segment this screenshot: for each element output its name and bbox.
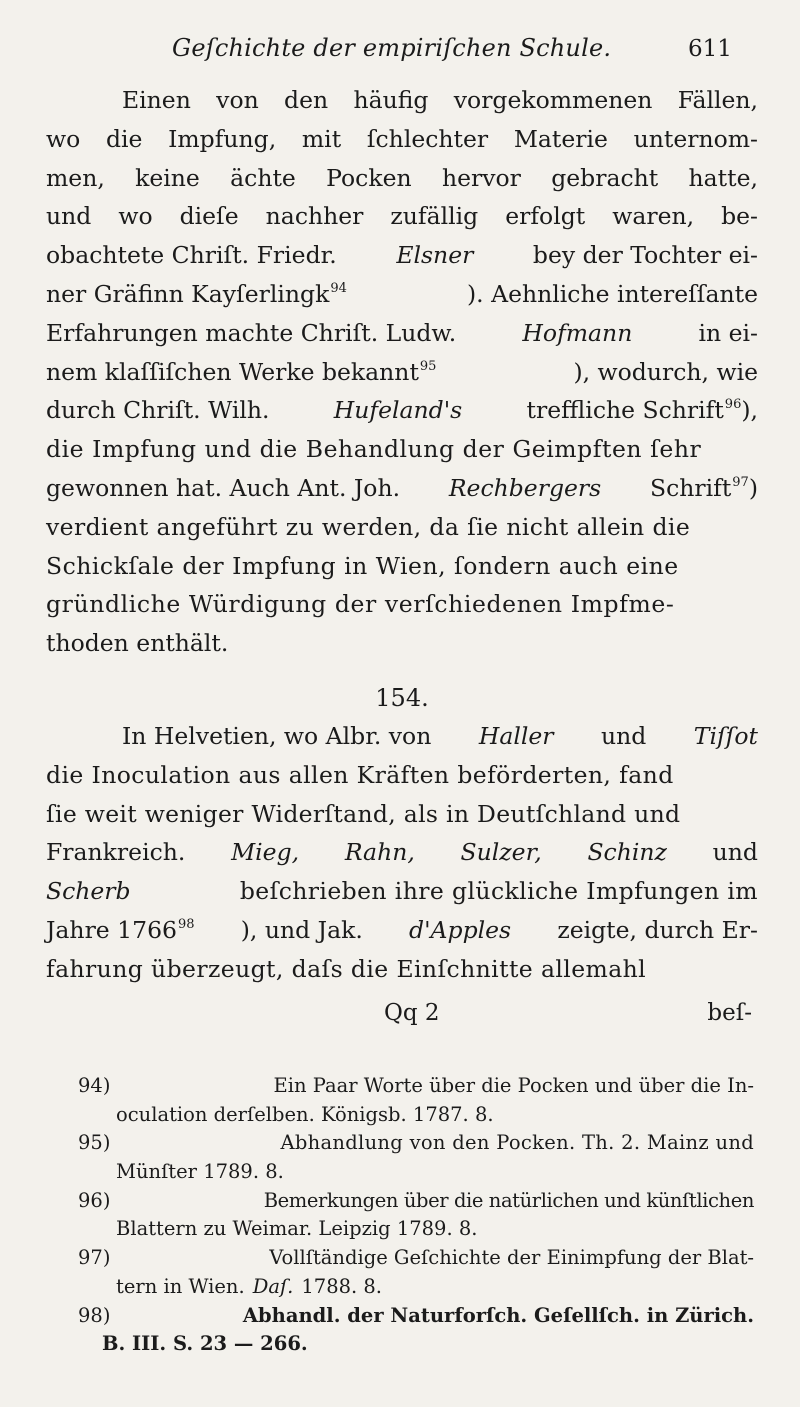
footnote xyxy=(78,1189,754,1246)
text-run: ner Gräfinn Kayſerlingk xyxy=(46,279,330,308)
person-name: Mieg, xyxy=(231,838,300,867)
footnote-line xyxy=(78,1189,754,1218)
word: vorgekommenen xyxy=(453,86,653,114)
text-run: ), wodurch, wie xyxy=(573,357,758,386)
word: Materie xyxy=(513,124,608,153)
footnote-text: Vollſtändige Geſchichte der Einimpfung der Blat- xyxy=(269,1246,754,1270)
footnote-text: tern in Wien. xyxy=(116,1274,245,1298)
person-name: Haller xyxy=(478,721,554,750)
text-run: gründliche Würdigung der verſchiedenen Impfme- xyxy=(46,590,675,619)
signature-line xyxy=(46,994,758,1034)
word: häufig xyxy=(353,86,429,114)
page-number: 611 xyxy=(688,36,732,62)
word: waren, xyxy=(612,202,695,231)
text-line xyxy=(46,629,758,668)
word: den xyxy=(284,86,329,114)
text-line xyxy=(46,86,758,125)
text-run: und xyxy=(712,838,758,867)
word: dieſe xyxy=(179,202,239,231)
footnote-ref: 94 xyxy=(330,280,347,296)
word: zufällig xyxy=(390,202,479,231)
footnote-line xyxy=(78,1131,754,1160)
footnote-line xyxy=(78,1275,754,1304)
text-run: ), xyxy=(741,396,758,425)
person-name: Tiſſot xyxy=(693,721,758,750)
footnote-line xyxy=(78,1160,754,1189)
text-run: ). Aehnliche intereſſante xyxy=(467,279,758,308)
footnote-ref: 95 xyxy=(419,358,437,374)
text-line xyxy=(46,319,758,358)
word: be- xyxy=(721,202,758,231)
person-name: Scherb xyxy=(46,877,131,906)
text-run: durch Chriſt. Wilh. xyxy=(46,396,270,425)
person-name: Hufeland's xyxy=(333,396,463,425)
text-run: nem klaſſiſchen Werke bekannt xyxy=(46,357,419,386)
footnote-number: 97) xyxy=(78,1246,111,1270)
text-line xyxy=(46,164,758,203)
signature-mark: Qq 2 xyxy=(384,999,440,1026)
text-line xyxy=(46,916,758,955)
text-run: die Impfung und die Behandlung der Geimpften ſehr xyxy=(46,435,702,464)
footnote-text: B. III. S. 23 — 266. xyxy=(102,1332,308,1356)
footnote xyxy=(78,1074,754,1131)
word: Einen xyxy=(122,86,191,114)
text-run: Frankreich. xyxy=(46,838,186,867)
person-name: Rechbergers xyxy=(448,473,602,502)
word: hervor xyxy=(441,163,521,192)
text-line xyxy=(46,838,758,877)
footnote-line xyxy=(78,1103,754,1132)
text-line xyxy=(46,241,758,280)
text-run: Schrift xyxy=(649,473,732,502)
text-group xyxy=(46,358,436,386)
text-run: in ei- xyxy=(698,318,758,347)
word: hatte, xyxy=(688,163,758,192)
footnote-line xyxy=(78,1332,754,1361)
running-title: Geſchichte der empiriſchen Schule. xyxy=(172,34,612,62)
text-line xyxy=(46,280,758,319)
person-name: Schinz xyxy=(587,838,667,867)
footnote-text: oculation derſelben. Königsb. 1787. 8. xyxy=(116,1102,494,1126)
footnote-line xyxy=(78,1304,754,1333)
text-line xyxy=(46,396,758,435)
footnote-text: Daſ. xyxy=(252,1274,294,1298)
footnote-line xyxy=(78,1074,754,1103)
text-run: In Helvetien, wo Albr. von xyxy=(122,721,432,750)
word: und xyxy=(46,202,92,231)
footnote xyxy=(78,1131,754,1188)
text-line xyxy=(46,761,758,800)
footnote-number: 95) xyxy=(78,1131,111,1155)
text-group xyxy=(46,916,195,944)
text-run: zeigte, durch Er- xyxy=(557,915,758,944)
person-name: Rahn, xyxy=(344,838,415,867)
person-name: d'Apples xyxy=(409,915,512,944)
word: Pocken xyxy=(326,163,412,192)
text-run: ) xyxy=(748,473,758,502)
text-line xyxy=(46,435,758,474)
footnote-text: 1788. 8. xyxy=(301,1274,383,1298)
text-run: fahrung überzeugt, daſs die Einſchnitte allemahl xyxy=(46,954,647,983)
word: Impfung, xyxy=(168,124,277,153)
text-run: Jahre 1766 xyxy=(46,915,177,944)
text-run: bey der Tochter ei- xyxy=(532,241,758,270)
word: wo xyxy=(118,202,153,231)
text-run: ), und Jak. xyxy=(240,915,363,944)
text-run: und xyxy=(600,721,647,750)
footnote-text: Bemerkungen über die natürlichen und künſtlichen xyxy=(263,1188,754,1212)
text-run: die Inoculation aus allen Kräften beförderten, fand xyxy=(46,760,674,789)
footnote-text: Abhandlung von den Pocken. Th. 2. Mainz und xyxy=(280,1131,754,1155)
text-run: beſchrieben ihre glückliche Impfungen im xyxy=(239,877,758,906)
text-run: thoden enthält. xyxy=(46,629,229,658)
word: erfolgt xyxy=(505,202,586,231)
text-run: treffliche Schrift xyxy=(526,396,724,425)
word: nachher xyxy=(265,202,364,231)
word: von xyxy=(216,86,259,114)
footnote-text: Blattern zu Weimar. Leipzig 1789. 8. xyxy=(116,1217,478,1241)
running-head xyxy=(0,30,800,70)
text-line xyxy=(46,955,758,994)
footnote-number: 96) xyxy=(78,1188,111,1212)
word: die xyxy=(105,124,143,153)
footnote-number: 94) xyxy=(78,1074,111,1097)
text-run: Erfahrungen machte Chriſt. Ludw. xyxy=(46,318,457,347)
footnote-line xyxy=(78,1246,754,1275)
word: ſchlechter xyxy=(366,124,489,153)
catchword: beſ- xyxy=(707,999,752,1026)
footnote-line xyxy=(78,1217,754,1246)
text-line xyxy=(46,722,758,761)
text-group xyxy=(527,396,758,424)
footnote-text: Ein Paar Worte über die Pocken und über die In- xyxy=(273,1074,754,1097)
footnote-ref: 96 xyxy=(724,397,742,413)
text-run: verdient angeführt zu werden, da ſie nicht allein die xyxy=(46,512,691,541)
footnote-number: 98) xyxy=(78,1303,111,1327)
text-line xyxy=(46,358,758,397)
person-name: Hofmann xyxy=(522,318,633,347)
text-line xyxy=(46,590,758,629)
word: gebracht xyxy=(551,163,659,192)
footnotes xyxy=(78,1074,754,1361)
text-run: ſie weit weniger Widerſtand, als in Deutſchland und xyxy=(46,799,681,828)
text-line xyxy=(46,513,758,552)
footnote xyxy=(78,1304,754,1361)
text-group xyxy=(46,280,347,308)
body-text xyxy=(46,86,758,1034)
footnote xyxy=(78,1246,754,1303)
word: ächte xyxy=(230,163,296,192)
text-line xyxy=(46,125,758,164)
word: wo xyxy=(46,124,81,153)
footnote-ref: 98 xyxy=(177,916,195,932)
word: men, xyxy=(46,163,105,192)
text-run: obachtete Chriſt. Friedr. xyxy=(46,241,337,270)
word: keine xyxy=(135,163,200,192)
text-line xyxy=(46,877,758,916)
word: mit xyxy=(301,124,342,153)
text-line xyxy=(46,474,758,513)
section-number: 154. xyxy=(375,683,429,712)
text-line xyxy=(46,552,758,591)
text-line xyxy=(46,800,758,839)
text-run: gewonnen hat. Auch Ant. Joh. xyxy=(46,473,401,502)
text-line xyxy=(46,202,758,241)
footnote-text: Abhandl. der Naturforſch. Geſellſch. in Zürich. xyxy=(242,1303,754,1327)
text-group xyxy=(650,474,758,502)
person-name: Elsner xyxy=(396,241,474,270)
text-run: Schickſale der Impfung in Wien, ſondern auch eine xyxy=(46,551,679,580)
person-name: Sulzer, xyxy=(460,838,542,867)
word: Fällen, xyxy=(677,86,758,114)
footnote-text: Münſter 1789. 8. xyxy=(116,1160,284,1184)
word: unternom- xyxy=(633,124,758,153)
footnote-ref: 97 xyxy=(732,474,749,490)
